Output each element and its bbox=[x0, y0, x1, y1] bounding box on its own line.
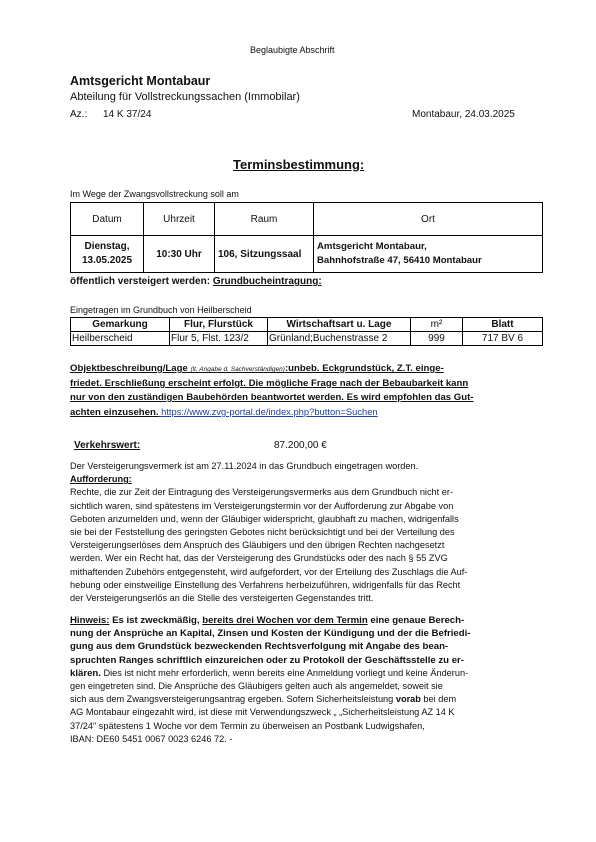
schedule-header-row bbox=[71, 203, 543, 236]
hint-label: Hinweis: bbox=[70, 615, 110, 626]
register-header-area: m² bbox=[411, 318, 463, 332]
register-sheet: 717 BV 6 bbox=[463, 332, 543, 346]
register-header-row bbox=[71, 318, 543, 332]
schedule-place-court: Amtsgericht Montabaur, bbox=[317, 241, 427, 252]
hint-declare: klären. bbox=[70, 667, 101, 679]
court-name: Amtsgericht Montabaur bbox=[70, 74, 211, 88]
request-line: werden. Wer ein Recht hat, das der Versteigerung des Grundstücks oder des nach § 55 ZVG bbox=[70, 553, 448, 564]
document-title: Terminsbestimmung: bbox=[233, 157, 365, 172]
hint-line-6: gen eingetreten sind. Die Ansprüche des Gläubigers gelten auch als angemeldet, soweit sie bbox=[70, 681, 443, 692]
hint-text: Es ist zweckmäßig, bbox=[109, 615, 203, 626]
schedule-place bbox=[314, 236, 543, 273]
request-line: Versteigerungserlöses dem Anspruch des Gläubigers und den übrigen Rechten nachgesetzt bbox=[70, 540, 445, 551]
market-value-amount: 87.200,00 € bbox=[274, 440, 327, 451]
registration-note: Der Versteigerungsvermerk ist am 27.11.2024 in das Grundbuch eingetragen worden. bbox=[70, 461, 419, 471]
certified-copy-label: Beglaubigte Abschrift bbox=[250, 45, 335, 55]
schedule-room: 106, Sitzungssaal bbox=[215, 236, 314, 273]
object-line-1 bbox=[70, 362, 544, 377]
hint-section bbox=[70, 614, 544, 746]
object-line-4 bbox=[70, 405, 544, 420]
schedule-header-place: Ort bbox=[314, 203, 543, 236]
schedule-header-date: Datum bbox=[71, 203, 144, 236]
schedule-header-room: Raum bbox=[215, 203, 314, 236]
hint-line-7-end: bei dem bbox=[420, 694, 457, 705]
request-line: sie bei der Feststellung des geringsten Gebotes nicht berücksichtigt und bei der Verteilung des bbox=[70, 527, 455, 538]
hint-line-5 bbox=[70, 667, 544, 680]
auction-line-text: öffentlich versteigert werden: bbox=[70, 276, 213, 287]
register-district: Heilberscheid bbox=[71, 332, 170, 346]
request-line: sichtlich waren, sind spätestens im Versteigerungstermin vor der Aufforderung zur Abgabe von bbox=[70, 500, 454, 511]
request-label: Aufforderung: bbox=[70, 474, 132, 485]
hint-line-1 bbox=[70, 614, 544, 627]
reference-label: Az.: bbox=[70, 109, 88, 120]
hint-line-8: AG Montabaur eingezahlt wird, ist diese mit Verwendungszweck „ „Sicherheitsleistung AZ 14 K bbox=[70, 707, 455, 718]
hint-bold-line: spruchten Ranges schriftlich einzureichen oder zu Protokoll der Geschäftsstelle zu er- bbox=[70, 654, 464, 666]
register-header-parcel: Flur, Flurstück bbox=[170, 318, 268, 332]
schedule-time: 10:30 Uhr bbox=[144, 236, 215, 273]
register-row bbox=[71, 332, 543, 346]
object-line-4-text: achten einzusehen. bbox=[70, 407, 159, 418]
hint-text-end: eine genaue Berech- bbox=[367, 615, 465, 626]
hint-bold-line: nung der Ansprüche an Kapital, Zinsen und Kosten der Kündigung und der die Befriedi- bbox=[70, 628, 471, 640]
request-line: Rechte, die zur Zeit der Eintragung des Versteigerungsvermerks aus dem Grundbuch nicht er- bbox=[70, 487, 454, 498]
schedule-place-address: Bahnhofstraße 47, 56410 Montabaur bbox=[317, 255, 482, 266]
request-line: hebung oder einstweilige Einstellung des Verfahrens herbeizuführen, widrigenfalls für das Recht bbox=[70, 579, 461, 590]
object-label: Objektbeschreibung/Lage bbox=[70, 363, 188, 374]
register-parcel: Flur 5, Flst. 123/2 bbox=[170, 332, 268, 346]
register-table bbox=[70, 317, 543, 346]
hint-advance: vorab bbox=[395, 694, 421, 705]
zvg-portal-link[interactable]: https://www.zvg-portal.de/index.php?button=Suchen bbox=[158, 406, 378, 417]
schedule-date-weekday: Dienstag, bbox=[84, 241, 130, 252]
bank-iban: IBAN: DE60 5451 0067 0023 6246 72. - bbox=[70, 733, 233, 744]
object-note: (lt. Angabe d. Sachverständigen) bbox=[190, 366, 285, 373]
register-usage: Grünland;Buchenstrasse 2 bbox=[268, 332, 411, 346]
object-description bbox=[70, 362, 544, 420]
register-intro: Eingetragen im Grundbuch von Heilberscheid bbox=[70, 305, 252, 315]
hint-line-9: 37/24" spätestens 1 Woche vor dem Termin zu überweisen an Postbank Ludwigshafen, bbox=[70, 720, 425, 731]
schedule-table bbox=[70, 202, 543, 273]
hint-deadline: bereits drei Wochen vor dem Termin bbox=[202, 615, 368, 626]
market-value-label: Verkehrswert: bbox=[74, 440, 141, 451]
auction-line bbox=[70, 276, 322, 287]
schedule-header-time: Uhrzeit bbox=[144, 203, 215, 236]
hint-line-7 bbox=[70, 693, 544, 706]
schedule-date bbox=[71, 236, 144, 273]
request-line: Geboten anzumelden und, wenn der Gläubiger widerspricht, glaubhaft zu machen, widrigenfalls bbox=[70, 513, 459, 524]
land-register-heading: Grundbucheintragung: bbox=[212, 276, 322, 287]
place-date: Montabaur, 24.03.2025 bbox=[412, 109, 515, 120]
object-line-2: friedet. Erschließung erscheint erfolgt. Die mögliche Frage nach der Bebaubarkeit kann bbox=[70, 378, 469, 389]
hint-bold-line: gung aus dem Grundstück bezweckenden Rechtsverfolgung mit Angabe des bean- bbox=[70, 641, 449, 653]
register-header-sheet: Blatt bbox=[463, 318, 543, 332]
request-line: mithaftenden Zubehörs entgegensteht, wird aufgefordert, vor der Erteilung des Zuschlags die Auf- bbox=[70, 566, 468, 577]
object-line-1-text: :unbeb. Eckgrundstück, Z.T. einge- bbox=[284, 363, 444, 374]
hint-line-5-text: Dies ist nicht mehr erforderlich, wenn bereits eine Anmeldung vorliegt und keine Änderun- bbox=[100, 667, 469, 678]
register-area: 999 bbox=[411, 332, 463, 346]
register-header-district: Gemarkung bbox=[71, 318, 170, 332]
object-line-3: nur von den zuständigen Baubehörden beantwortet werden. Es wird empfohlen das Gut- bbox=[70, 392, 474, 403]
request-line: der Versteigerungserlös an die Stelle des versteigerten Gegenstandes tritt. bbox=[70, 593, 374, 604]
court-department: Abteilung für Vollstreckungssachen (Immobilar) bbox=[70, 91, 300, 103]
register-header-usage: Wirtschaftsart u. Lage bbox=[268, 318, 411, 332]
schedule-row bbox=[71, 236, 543, 273]
intro-text: Im Wege der Zwangsvollstreckung soll am bbox=[70, 189, 239, 199]
hint-line-7-text: sich aus dem Zwangsversteigerungsantrag ergeben. Sofern Sicherheitsleistung bbox=[70, 694, 396, 705]
reference-number: 14 K 37/24 bbox=[103, 109, 152, 120]
request-section bbox=[70, 460, 544, 605]
schedule-date-value: 13.05.2025 bbox=[81, 255, 133, 266]
